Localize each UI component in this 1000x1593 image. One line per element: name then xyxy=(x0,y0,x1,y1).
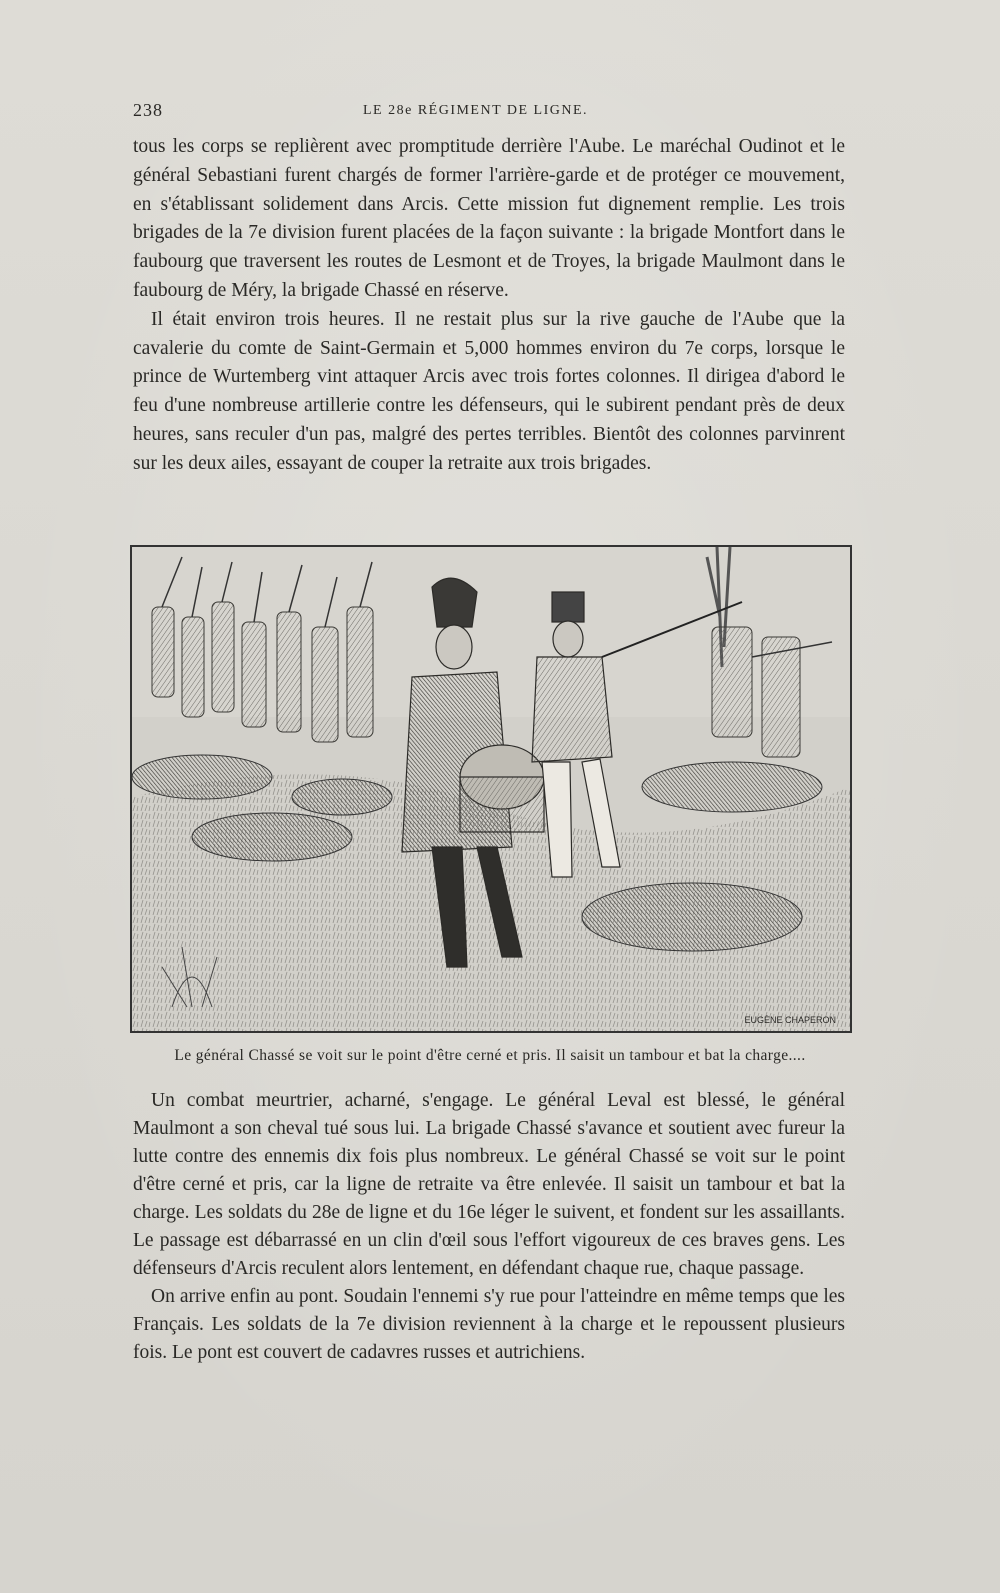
engraving-drawing xyxy=(132,547,850,1031)
running-head xyxy=(133,100,838,128)
artist-signature: EUGÈNE CHAPERON xyxy=(744,1015,836,1025)
paragraph: On arrive enfin au pont. Soudain l'ennemi s'y rue pour l'atteindre en même temps que les Français. Les soldats de la 7e division reviennent à la charge et le repoussent plusieurs fois. Le pont est couvert de cadavres russes et autrichiens. xyxy=(133,1286,845,1363)
running-title: LE 28e RÉGIMENT DE LIGNE. xyxy=(363,103,589,118)
battle-illustration xyxy=(130,545,852,1033)
paragraph: Il était environ trois heures. Il ne restait plus sur la rive gauche de l'Aube que la cavalerie du comte de Saint-Germain et 5,000 hommes environ du 7e corps, lorsque le prince de Wurtemberg vint attaquer Arcis avec trois fortes colonnes. Il dirigea d'abord le feu d'une nombreuse artillerie contre les défenseurs, qui le subirent pendant près de deux heures, sans reculer d'un pas, malgré des pertes terribles. Bientôt des colonnes parvinrent sur les deux ailes, essayant de couper la retraite aux trois brigades. xyxy=(133,308,845,474)
paragraph: Un combat meurtrier, acharné, s'engage. Le général Leval est blessé, le général Maulmont a son cheval tué sous lui. La brigade Chassé s'avance et soutient avec fureur la lutte contre des ennemis dix fois plus nombreux. Le général Chassé se voit sur le point d'être cerné et pris, car la ligne de retraite va être enlevée. Il saisit un tambour et bat la charge. Les soldats du 28e de ligne et du 16e léger le suivent, et fondent sur les assaillants. Le passage est débarrassé en un clin d'œil sous l'effort vigoureux de ces braves gens. Les défenseurs d'Arcis reculent alors lentement, en défendant chaque rue, chaque passage. xyxy=(133,1090,845,1279)
page-number: 238 xyxy=(133,100,163,120)
text-block-top xyxy=(133,133,845,479)
paragraph: tous les corps se replièrent avec promptitude derrière l'Aube. Le maréchal Oudinot et le général Sebastiani furent chargés de former l'arrière-garde et de protéger ce mouvement, en s'établissant solidement dans Arcis. Cette mission fut dignement remplie. Les trois brigades de la 7e division furent placées de la façon suivante : la brigade Montfort dans le faubourg que traversent les routes de Lesmont et de Troyes, la brigade Maulmont dans le faubourg de Méry, la brigade Chassé en réserve. xyxy=(133,136,845,301)
text-block-bottom xyxy=(133,1087,845,1367)
figure-caption: Le général Chassé se voit sur le point d'être cerné et pris. Il saisit un tambour et bat la charge.... xyxy=(174,1047,806,1064)
